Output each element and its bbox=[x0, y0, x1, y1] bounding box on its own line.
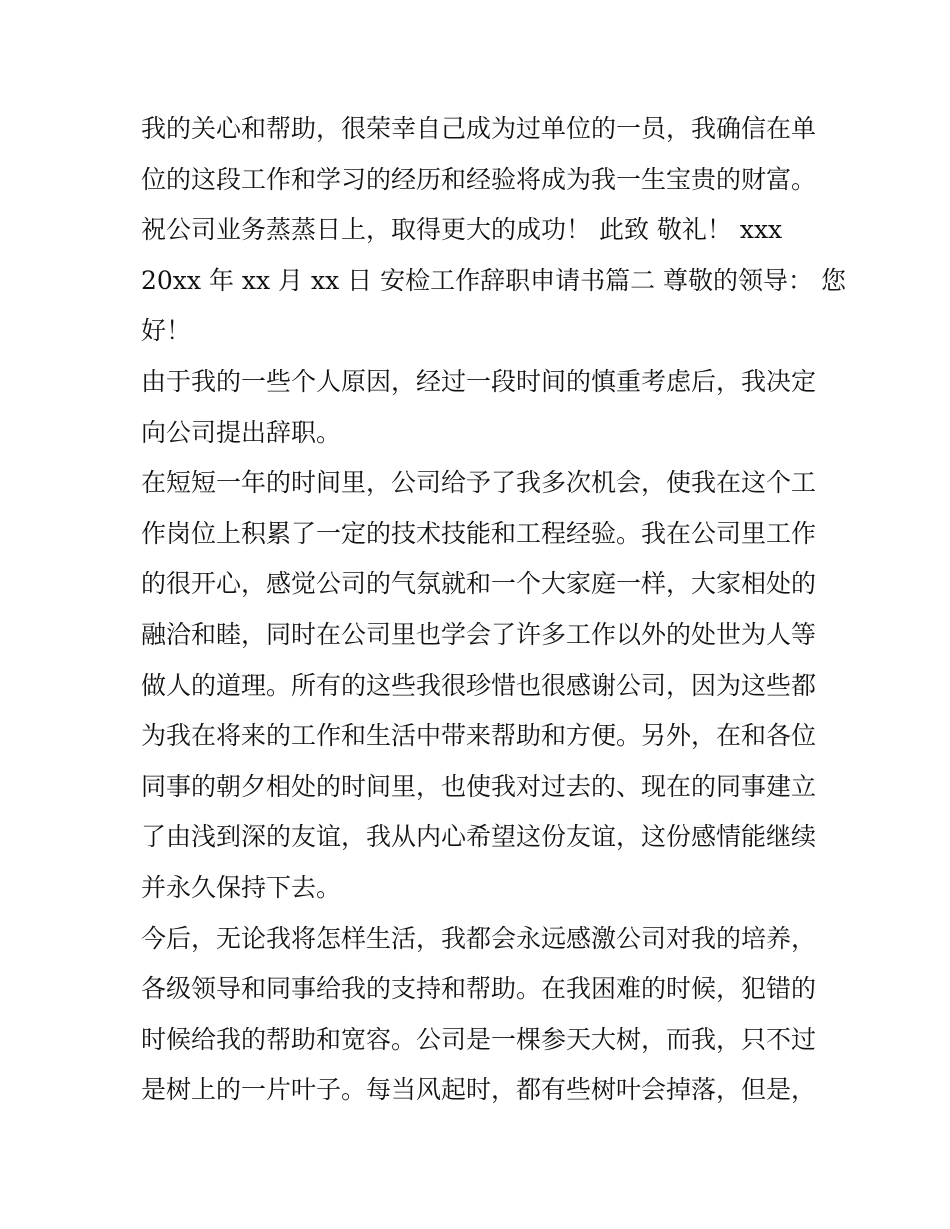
text-line: 并永久保持下去。 bbox=[141, 872, 342, 902]
text-line: 我的关心和帮助，很荣幸自己成为过单位的一员，我确信在单 bbox=[141, 114, 817, 143]
text-line: 在短短一年的时间里，公司给予了我多次机会，使我在这个工 bbox=[141, 468, 817, 498]
text-line: 今后，无论我将怎样生活，我都会永远感激公司对我的培养， bbox=[141, 923, 817, 953]
text-line: 祝公司业务蒸蒸日上，取得更大的成功！ 此致 敬礼！ xxx bbox=[141, 215, 783, 245]
text-line: 同事的朝夕相处的时间里，也使我对过去的、现在的同事建立 bbox=[141, 771, 817, 801]
text-line: 位的这段工作和学习的经历和经验将成为我一生宝贵的财富。 bbox=[141, 164, 817, 194]
text-line: 向公司提出辞职。 bbox=[141, 417, 342, 447]
text-line: 好！ bbox=[141, 316, 192, 346]
text-line: 各级领导和同事给我的支持和帮助。在我困难的时候，犯错的 bbox=[141, 974, 817, 1004]
text-line: 了由浅到深的友谊，我从内心希望这份友谊，这份感情能继续 bbox=[141, 822, 817, 852]
text-line: 融洽和睦，同时在公司里也学会了许多工作以外的处世为人等 bbox=[141, 619, 817, 649]
letter-body bbox=[141, 104, 846, 1116]
text-line: 作岗位上积累了一定的技术技能和工程经验。我在公司里工作 bbox=[141, 518, 817, 548]
text-line: 由于我的一些个人原因，经过一段时间的慎重考虑后，我决定 bbox=[141, 366, 817, 396]
text-line: 为我在将来的工作和生活中带来帮助和方便。另外，在和各位 bbox=[141, 721, 817, 751]
text-line: 做人的道理。所有的这些我很珍惜也很感谢公司，因为这些都 bbox=[141, 670, 817, 700]
text-line: 时候给我的帮助和宽容。公司是一棵参天大树，而我，只不过 bbox=[141, 1024, 817, 1054]
text-line: 的很开心，感觉公司的气氛就和一个大家庭一样，大家相处的 bbox=[141, 569, 817, 599]
text-line: 20xx 年 xx 月 xx 日 安检工作辞职申请书篇二 尊敬的领导： 您 bbox=[141, 265, 846, 295]
text-line: 是树上的一片叶子。每当风起时，都有些树叶会掉落，但是， bbox=[141, 1075, 817, 1105]
